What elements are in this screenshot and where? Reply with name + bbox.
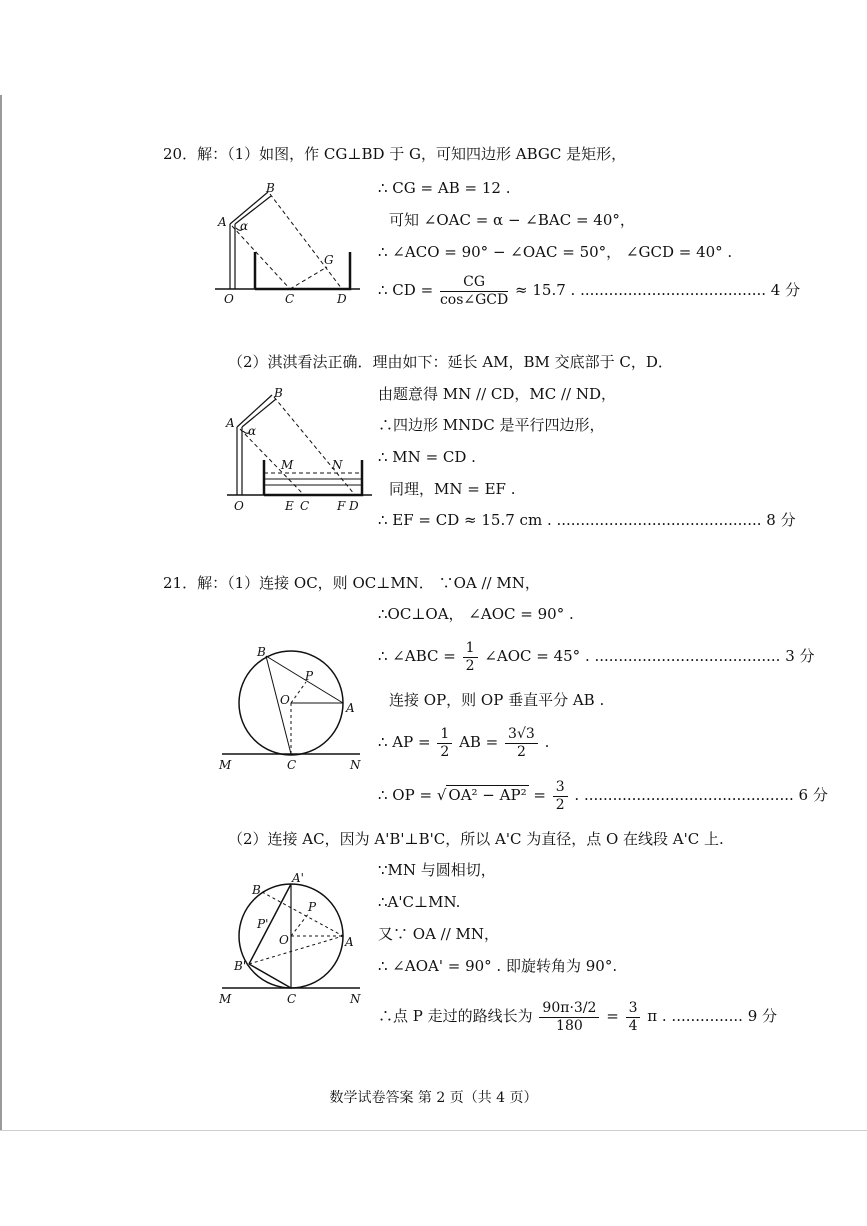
- q21-line2-fraction: [463, 640, 478, 675]
- figure-21-2: [212, 864, 367, 1009]
- q21-part2-line5-frac1: [539, 1000, 599, 1035]
- figure-21-1: [212, 642, 367, 777]
- q21-part2-line5: [378, 996, 777, 1036]
- q21-part2-line5-eq: =: [606, 1007, 619, 1025]
- q21-part2-line2: ∴A'C⊥MN.: [378, 893, 461, 911]
- q21-line4-pre: ∴ AP =: [378, 733, 431, 751]
- label-D: D: [337, 292, 347, 306]
- q21-line4-d2: 2: [516, 743, 526, 760]
- q21-line5-root: OA² − AP²: [448, 786, 527, 804]
- label-M: M: [219, 758, 232, 772]
- q20-part2-line5: ∴ EF = CD ≈ 15.7 cm . ........................................... 8 分: [378, 511, 796, 529]
- q21-line4-post: .: [544, 733, 550, 751]
- q20-part2-line3: ∴ MN = CD .: [378, 448, 476, 466]
- page-edge-left: [0, 95, 2, 1130]
- q21-line5: [378, 775, 828, 815]
- label-G: G: [324, 253, 334, 267]
- label-A-prime: A': [292, 871, 304, 885]
- label-M: M: [281, 458, 294, 472]
- q21-line4-d1: 2: [440, 743, 450, 760]
- q20-line4-post: ≈ 15.7 . ....................................... 4 分: [515, 281, 801, 299]
- label-B: B: [252, 883, 261, 897]
- label-B: B: [274, 386, 283, 400]
- label-C: C: [300, 499, 310, 513]
- q21-part2-line5-pre: ∴点 P 走过的路线长为: [378, 1007, 533, 1025]
- figure-20-2: [222, 385, 382, 515]
- q21-line2-post: ∠AOC = 45° . ....................................... 3 分: [484, 647, 815, 665]
- label-N: N: [350, 758, 361, 772]
- q21-line5-pre: ∴ OP =: [378, 786, 433, 804]
- page-edge-bottom: [0, 1130, 867, 1131]
- q21-line4-n2: 3√3: [505, 726, 538, 744]
- q21-line4-n1: 1: [437, 726, 452, 744]
- q21-line4: [378, 722, 549, 762]
- q21-line4-mid: AB =: [459, 733, 499, 751]
- q21-line4-frac1: [437, 726, 452, 761]
- label-O: O: [234, 499, 244, 513]
- q21-part2-line5-post: π . ............... 9 分: [647, 1007, 778, 1025]
- q21-line3: 连接 OP，则 OP 垂直平分 AB .: [389, 691, 605, 709]
- label-N: N: [350, 992, 361, 1006]
- page-footer: 数学试卷答案 第 2 页（共 4 页）: [329, 1090, 538, 1106]
- q21-line5-den: 2: [555, 796, 565, 813]
- label-O: O: [224, 292, 234, 306]
- q20-part2-line2: ∴四边形 MNDC 是平行四边形，: [378, 416, 605, 434]
- label-D: D: [349, 499, 359, 513]
- q21-part2-line5-n2: 3: [626, 1000, 641, 1018]
- q21-heading: 21．解：（1）连接 OC，则 OC⊥MN． ∵OA // MN，: [163, 574, 540, 592]
- q21-part2-line5-num: 90π·3/2: [539, 1000, 599, 1018]
- q21-line2-den: 2: [465, 657, 475, 674]
- figure-20-1: [210, 182, 370, 307]
- label-O: O: [280, 693, 290, 707]
- q20-line4-fraction: [440, 274, 508, 309]
- q21-part2-line4: ∴ ∠AOA' = 90° . 即旋转角为 90°.: [378, 957, 618, 975]
- label-O: O: [279, 933, 289, 947]
- q20-line4-num: CG: [440, 274, 508, 292]
- q21-line5-fraction: [553, 779, 568, 814]
- label-P: P: [305, 669, 314, 683]
- label-A: A: [346, 701, 355, 715]
- label-P: P: [308, 900, 317, 914]
- q21-part2-line5-den: 180: [556, 1017, 583, 1034]
- label-A: A: [218, 215, 227, 229]
- q21-part2-heading: （2）连接 AC，因为 A'B'⊥B'C，所以 A'C 为直径，点 O 在线段 A'C 上.: [228, 830, 724, 848]
- label-alpha: α: [240, 219, 249, 233]
- q21-line5-radical: √ OA² − AP²: [436, 786, 527, 804]
- label-C: C: [287, 992, 297, 1006]
- q21-line5-post: . ............................................ 6 分: [574, 786, 828, 804]
- q21-line2-pre: ∴ ∠ABC =: [378, 647, 456, 665]
- label-P-prime: P': [257, 917, 269, 931]
- label-N: N: [332, 458, 343, 472]
- q20-line4: [378, 270, 800, 310]
- q21-line5-eq: =: [533, 786, 546, 804]
- label-E: E: [285, 499, 294, 513]
- q20-heading: 20．解：（1）如图，作 CG⊥BD 于 G，可知四边形 ABGC 是矩形，: [163, 145, 627, 163]
- label-A: A: [226, 416, 235, 430]
- label-B-prime: B': [234, 959, 247, 973]
- label-B: B: [257, 645, 266, 659]
- q21-line2: [378, 636, 815, 676]
- label-C: C: [285, 292, 295, 306]
- q20-line4-den: cos∠GCD: [439, 291, 509, 308]
- label-B: B: [266, 182, 275, 195]
- q20-part2-line1: 由题意得 MN // CD，MC // ND，: [378, 385, 617, 403]
- q21-line1: ∴OC⊥OA， ∠AOC = 90° .: [378, 605, 574, 623]
- q20-line2: 可知 ∠OAC = α − ∠BAC = 40°，: [389, 211, 635, 229]
- q20-line1: ∴ CG = AB = 12 .: [378, 179, 511, 197]
- label-M: M: [219, 992, 232, 1006]
- label-A: A: [345, 935, 354, 949]
- q21-line2-num: 1: [463, 640, 478, 658]
- q21-line4-frac2: [505, 726, 538, 761]
- q21-part2-line1: ∵MN 与圆相切，: [378, 861, 496, 879]
- q21-part2-line5-d2: 4: [628, 1017, 638, 1034]
- q21-part2-line3: 又∵ OA // MN，: [378, 925, 500, 943]
- label-C: C: [287, 758, 297, 772]
- q20-part2-line4: 同理，MN = EF .: [389, 480, 516, 498]
- label-alpha: α: [248, 424, 257, 438]
- q21-part2-line5-frac2: [626, 1000, 641, 1035]
- q20-line4-pre: ∴ CD =: [378, 281, 434, 299]
- q21-line5-num: 3: [553, 779, 568, 797]
- q20-line3: ∴ ∠ACO = 90° − ∠OAC = 50°， ∠GCD = 40° .: [378, 243, 733, 261]
- q20-part2-heading: （2）淇淇看法正确．理由如下：延长 AM，BM 交底部于 C，D．: [228, 353, 673, 371]
- label-F: F: [337, 499, 346, 513]
